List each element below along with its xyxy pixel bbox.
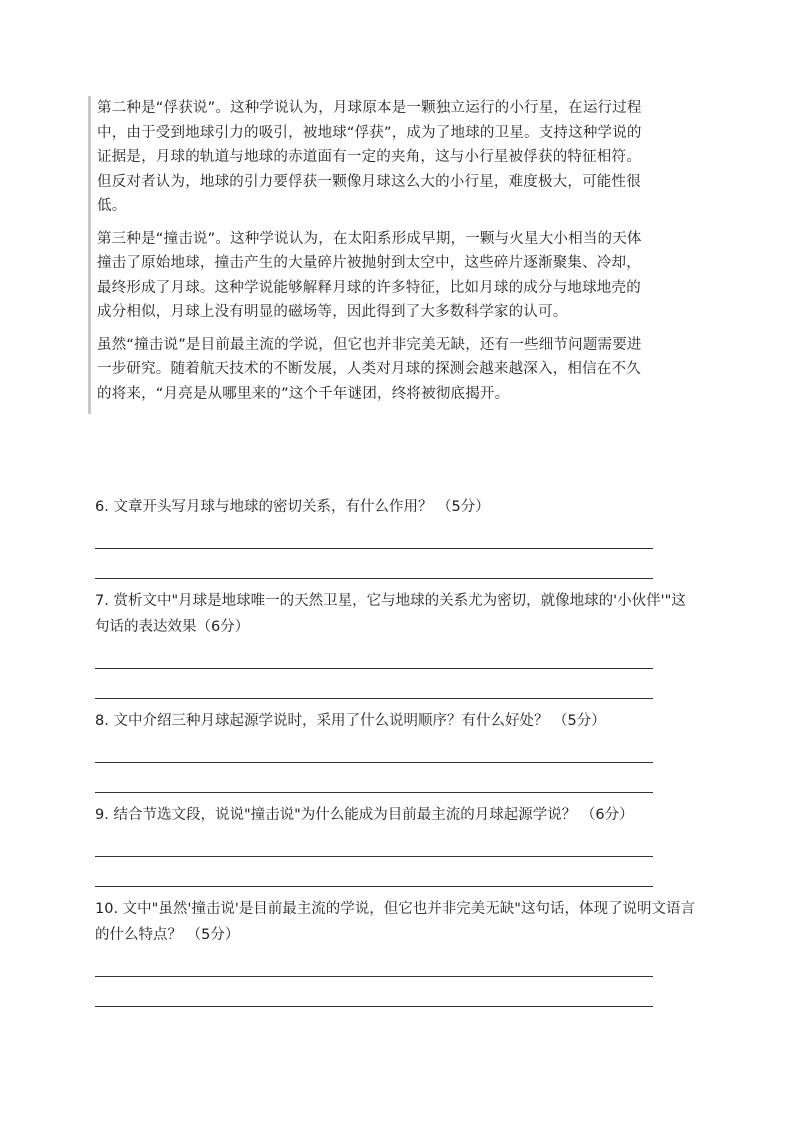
- question-9: 9. 结合节选文段，说说"撞击说"为什么能成为目前最主流的月球起源学说？ （6分）: [95, 807, 634, 823]
- passage-paragraph-capture-theory: 第二种是“俘获说”。这种学说认为，月球原本是一颗独立运行的小行星，在运行过程中，由于受到地球引力的吸引，被地球“俘获”，成为了地球的卫星。支持这种学说的证据是，月球的轨道与地球的赤道面有一定的夹角，这与小行星被俘获的特征相符。但反对者认为，地球的引力要俘获一颗像月球这么大的小行星，难度极大，可能性很低。: [97, 100, 642, 214]
- answer-line: [95, 762, 653, 763]
- passage-paragraph-impact-theory: 第三种是“撞击说”。这种学说认为，在太阳系形成早期，一颗与火星大小相当的天体撞击了原始地球，撞击产生的大量碎片被抛射到太空中，这些碎片逐渐聚集、冷却，最终形成了月球。这种学说能够解释月球的许多特征，比如月球的成分与地球地壳的成分相似，月球上没有明显的磁场等，因此得到了大多数科学家的认可。: [97, 230, 642, 320]
- answer-line: [95, 548, 653, 549]
- answer-line: [95, 578, 653, 579]
- passage-excerpt: [88, 96, 645, 414]
- passage-paragraph-conclusion: 虽然“撞击说”是目前最主流的学说，但它也并非完美无缺，还有一些细节问题需要进一步研究。随着航天技术的不断发展，人类对月球的探测会越来越深入，相信在不久的将来，“月亮是从哪里来的”这个千年谜团，终将被彻底揭开。: [97, 336, 642, 402]
- question-10: 10. 文中"虽然'撞击说'是目前最主流的学说，但它也并非完美无缺"这句话，体现了说明文语言的什么特点？ （5分）: [95, 901, 695, 943]
- question-8: 8. 文中介绍三种月球起源学说时，采用了什么说明顺序？有什么好处？ （5分）: [95, 713, 606, 729]
- answer-line: [95, 886, 653, 887]
- answer-line: [95, 698, 653, 699]
- answer-line: [95, 976, 653, 977]
- question-7: 7. 赏析文中"月球是地球唯一的天然卫星，它与地球的关系尤为密切，就像地球的'小伙伴'"这句话的表达效果（6分）: [95, 593, 686, 635]
- answer-line: [95, 856, 653, 857]
- answer-line: [95, 668, 653, 669]
- answer-line: [95, 1006, 653, 1007]
- question-6: 6. 文章开头写月球与地球的密切关系，有什么作用？ （5分）: [95, 499, 490, 515]
- answer-line: [95, 792, 653, 793]
